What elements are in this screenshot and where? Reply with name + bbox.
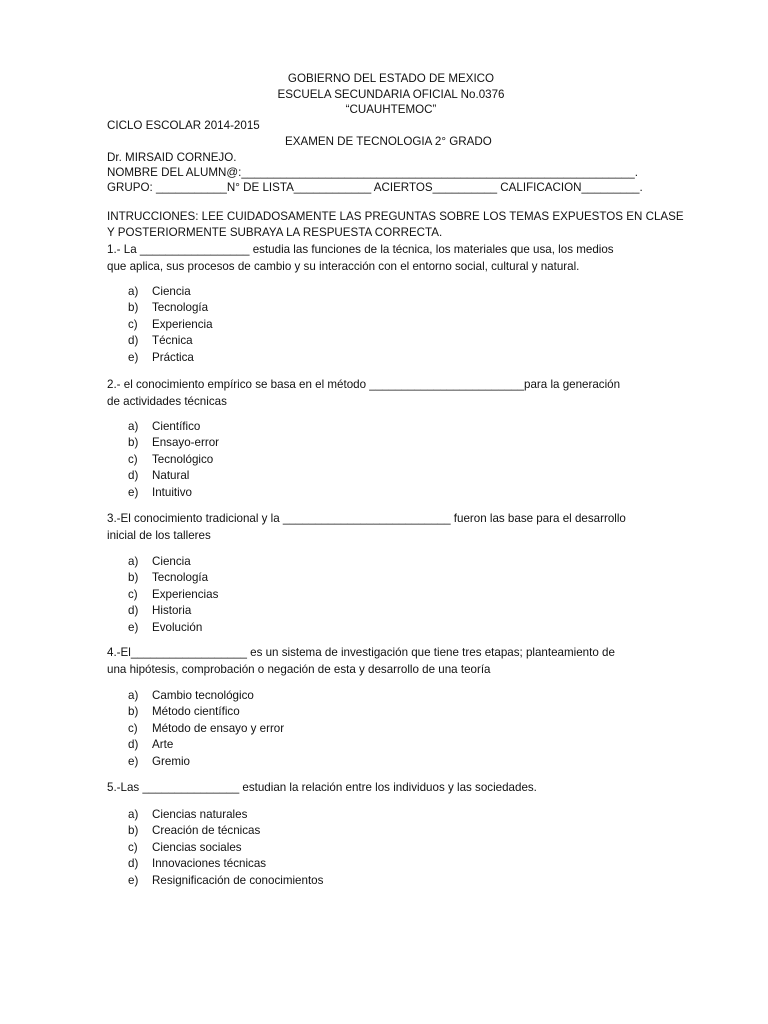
- option-letter: c): [128, 721, 138, 735]
- option-a[interactable]: [128, 554, 218, 570]
- option-e[interactable]: [128, 350, 213, 366]
- instructions: [107, 209, 684, 240]
- exam-title: EXAMEN DE TECNOLOGIA 2° GRADO: [285, 135, 492, 148]
- question-5: [107, 780, 667, 797]
- question-5-options: [128, 807, 323, 889]
- school-name: ESCUELA SECUNDARIA OFICIAL No.0376: [277, 87, 505, 101]
- option-text: Evolución: [152, 620, 203, 634]
- option-text: Tecnológico: [152, 452, 214, 466]
- option-d[interactable]: [128, 856, 323, 872]
- question-1: [107, 242, 667, 275]
- question-2-options: [128, 419, 219, 501]
- option-text: Método científico: [152, 705, 240, 719]
- instructions-line-2: Y POSTERIORMENTE SUBRAYA LA RESPUESTA CORRECTA.: [107, 225, 443, 239]
- option-d[interactable]: [128, 468, 219, 484]
- option-a[interactable]: [128, 807, 323, 823]
- document-header: [0, 71, 768, 118]
- option-letter: e): [128, 754, 139, 768]
- option-c[interactable]: [128, 317, 213, 333]
- option-text: Ciencias sociales: [152, 840, 242, 854]
- option-letter: d): [128, 334, 139, 348]
- option-d[interactable]: [128, 737, 284, 753]
- option-e[interactable]: [128, 620, 218, 636]
- option-text: Historia: [152, 604, 192, 618]
- option-text: Práctica: [152, 350, 194, 364]
- question-4-options: [128, 688, 284, 770]
- question-text-line-2: una hipótesis, comprobación o negación de esta y desarrollo de una teoría: [107, 662, 491, 676]
- option-a[interactable]: [128, 419, 219, 435]
- option-text: Tecnología: [152, 571, 209, 585]
- group-info-row[interactable]: GRUPO: ___________N° DE LISTA____________ ACIERTOS__________ CALIFICACION_________.: [107, 181, 643, 194]
- question-text-line-2: inicial de los talleres: [107, 528, 211, 542]
- option-c[interactable]: [128, 721, 284, 737]
- question-text-line-2: que aplica, sus procesos de cambio y su interacción con el entorno social, cultural y natural.: [107, 259, 580, 273]
- option-letter: b): [128, 436, 139, 450]
- question-3: [107, 511, 667, 544]
- option-letter: a): [128, 555, 139, 568]
- question-text-line-1: 1.- La _________________ estudia las funciones de la técnica, los materiales que usa, los medios: [107, 243, 614, 256]
- question-text-line-2: de actividades técnicas: [107, 394, 227, 408]
- question-1-options: [128, 284, 213, 366]
- option-letter: e): [128, 873, 139, 887]
- option-letter: e): [128, 620, 139, 634]
- option-letter: a): [128, 808, 139, 821]
- option-letter: b): [128, 705, 139, 719]
- question-text-line-1: 3.-El conocimiento tradicional y la __________________________ fueron las base para el desarrollo: [107, 512, 626, 525]
- student-name-field[interactable]: NOMBRE DEL ALUMN@:_____________________________________________________________.: [107, 166, 638, 179]
- question-3-options: [128, 554, 218, 636]
- option-c[interactable]: [128, 587, 218, 603]
- teacher-name: Dr. MIRSAID CORNEJO.: [107, 151, 237, 164]
- option-text: Gremio: [152, 754, 191, 768]
- option-text: Arte: [152, 738, 174, 752]
- option-text: Cambio tecnológico: [152, 689, 254, 702]
- option-letter: e): [128, 350, 139, 364]
- option-b[interactable]: [128, 435, 219, 451]
- option-text: Experiencia: [152, 317, 213, 331]
- option-text: Científico: [152, 420, 201, 433]
- option-a[interactable]: [128, 284, 213, 300]
- option-letter: d): [128, 857, 139, 871]
- option-d[interactable]: [128, 603, 218, 619]
- option-c[interactable]: [128, 840, 323, 856]
- option-e[interactable]: [128, 754, 284, 770]
- option-text: Natural: [152, 469, 190, 483]
- school-year: CICLO ESCOLAR 2014-2015: [107, 119, 260, 132]
- option-letter: b): [128, 571, 139, 585]
- school-nickname: “CUAUHTEMOC”: [345, 103, 437, 116]
- option-text: Ciencia: [152, 555, 191, 568]
- instructions-line-1: INTRUCCIONES: LEE CUIDADOSAMENTE LAS PREGUNTAS SOBRE LOS TEMAS EXPUESTOS EN CLASE: [107, 210, 684, 223]
- option-b[interactable]: [128, 300, 213, 316]
- option-b[interactable]: [128, 704, 284, 720]
- option-letter: d): [128, 738, 139, 752]
- option-text: Experiencias: [152, 587, 219, 601]
- question-text-line-1: 5.-Las _______________ estudian la relación entre los individuos y las sociedades.: [107, 781, 537, 794]
- option-letter: b): [128, 824, 139, 838]
- option-letter: e): [128, 485, 139, 499]
- option-text: Intuitivo: [152, 485, 192, 499]
- option-e[interactable]: [128, 485, 219, 501]
- option-letter: a): [128, 420, 139, 433]
- option-text: Creación de técnicas: [152, 824, 261, 838]
- option-letter: d): [128, 604, 139, 618]
- option-a[interactable]: [128, 688, 284, 704]
- option-text: Técnica: [152, 334, 193, 348]
- option-c[interactable]: [128, 452, 219, 468]
- option-text: Ensayo-error: [152, 436, 220, 450]
- option-letter: d): [128, 469, 139, 483]
- option-d[interactable]: [128, 333, 213, 349]
- question-text-line-1: 2.- el conocimiento empírico se basa en el método ________________________para la generación: [107, 378, 621, 391]
- option-letter: c): [128, 317, 138, 331]
- option-b[interactable]: [128, 823, 323, 839]
- option-text: Tecnología: [152, 301, 209, 315]
- option-b[interactable]: [128, 570, 218, 586]
- option-letter: c): [128, 452, 138, 466]
- question-4: [107, 645, 667, 678]
- option-letter: c): [128, 587, 138, 601]
- option-text: Ciencia: [152, 285, 191, 298]
- option-e[interactable]: [128, 873, 323, 889]
- option-letter: b): [128, 301, 139, 315]
- question-text-line-1: 4.-El__________________ es un sistema de investigación que tiene tres etapas; planteamiento de: [107, 646, 615, 659]
- option-text: Ciencias naturales: [152, 808, 248, 821]
- option-text: Resignificación de conocimientos: [152, 873, 324, 887]
- option-text: Método de ensayo y error: [152, 721, 285, 735]
- option-letter: a): [128, 689, 139, 702]
- option-letter: a): [128, 285, 139, 298]
- option-text: Innovaciones técnicas: [152, 857, 267, 871]
- option-letter: c): [128, 840, 138, 854]
- government-title: GOBIERNO DEL ESTADO DE MEXICO: [287, 72, 495, 85]
- question-2: [107, 377, 667, 410]
